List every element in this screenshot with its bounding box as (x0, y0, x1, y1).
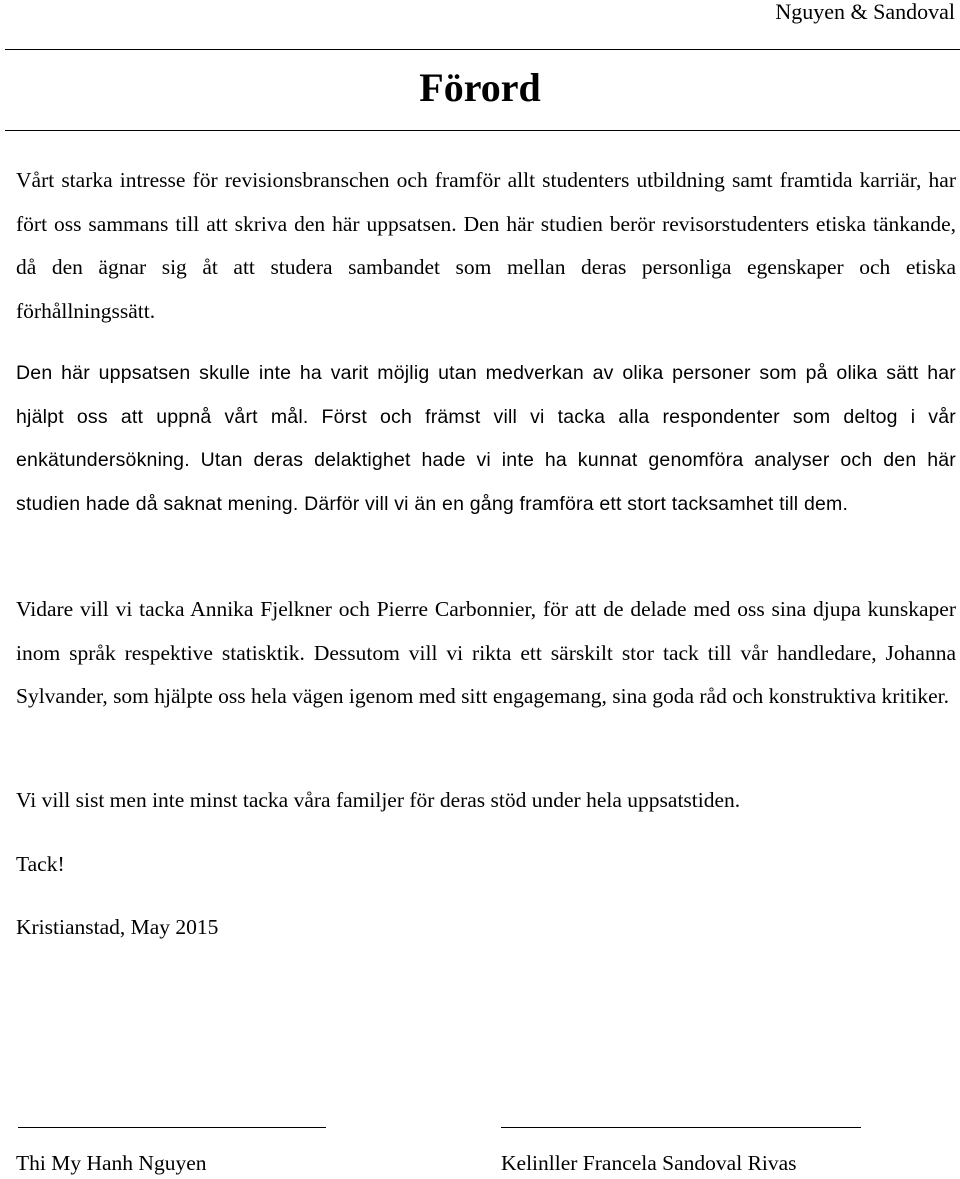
paragraph-advisors: Vidare vill vi tacka Annika Fjelkner och Pierre Carbonnier, för att de delade med oss sina djupa kunskaper inom språk respektive statisktik. Dessutom vill vi rikta ett särskilt stor tack till vår handledare, Johanna Sylvander, som hjälpte oss hela vägen igenom med sitt engagemang, sina goda råd och konstruktiva kritiker. (16, 597, 956, 708)
signature-name-left: Thi My Hanh Nguyen (16, 1151, 207, 1175)
paragraph-intro: Vårt starka intresse för revisionsbranschen och framför allt studenters utbildning samt framtida karriär, har fört oss sammans till att skriva den här uppsatsen. Den här studien berör revisorstudenters etiska tänkande, då den ägnar sig åt att studera sambandet som mellan deras personliga egenskaper och etiska förhållningssätt. (16, 168, 956, 323)
signature-line-right (501, 1127, 861, 1128)
running-header: Nguyen & Sandoval (775, 0, 955, 24)
header-rule (5, 49, 960, 50)
place-date: Kristianstad, May 2015 (16, 915, 219, 939)
paragraph-respondents: Den här uppsatsen skulle inte ha varit möjlig utan medverkan av olika personer som på olika sätt har hjälpt oss att uppnå vårt mål. Först och främst vill vi tacka alla respondenter som deltog i vår enkätundersökning. Utan deras delaktighet hade vi inte ha kunnat genomföra analyser och den här studien hade då saknat mening. Därför vill vi än en gång framföra ett stort tacksamhet till dem. (16, 362, 956, 515)
paragraph-thanks: Tack! (16, 852, 65, 876)
signature-name-right: Kelinller Francela Sandoval Rivas (501, 1151, 797, 1175)
page-title: Förord (419, 65, 541, 110)
paragraph-families: Vi vill sist men inte minst tacka våra familjer för deras stöd under hela uppsatstiden. (16, 788, 741, 812)
title-rule (5, 130, 960, 131)
signature-line-left (18, 1127, 326, 1128)
